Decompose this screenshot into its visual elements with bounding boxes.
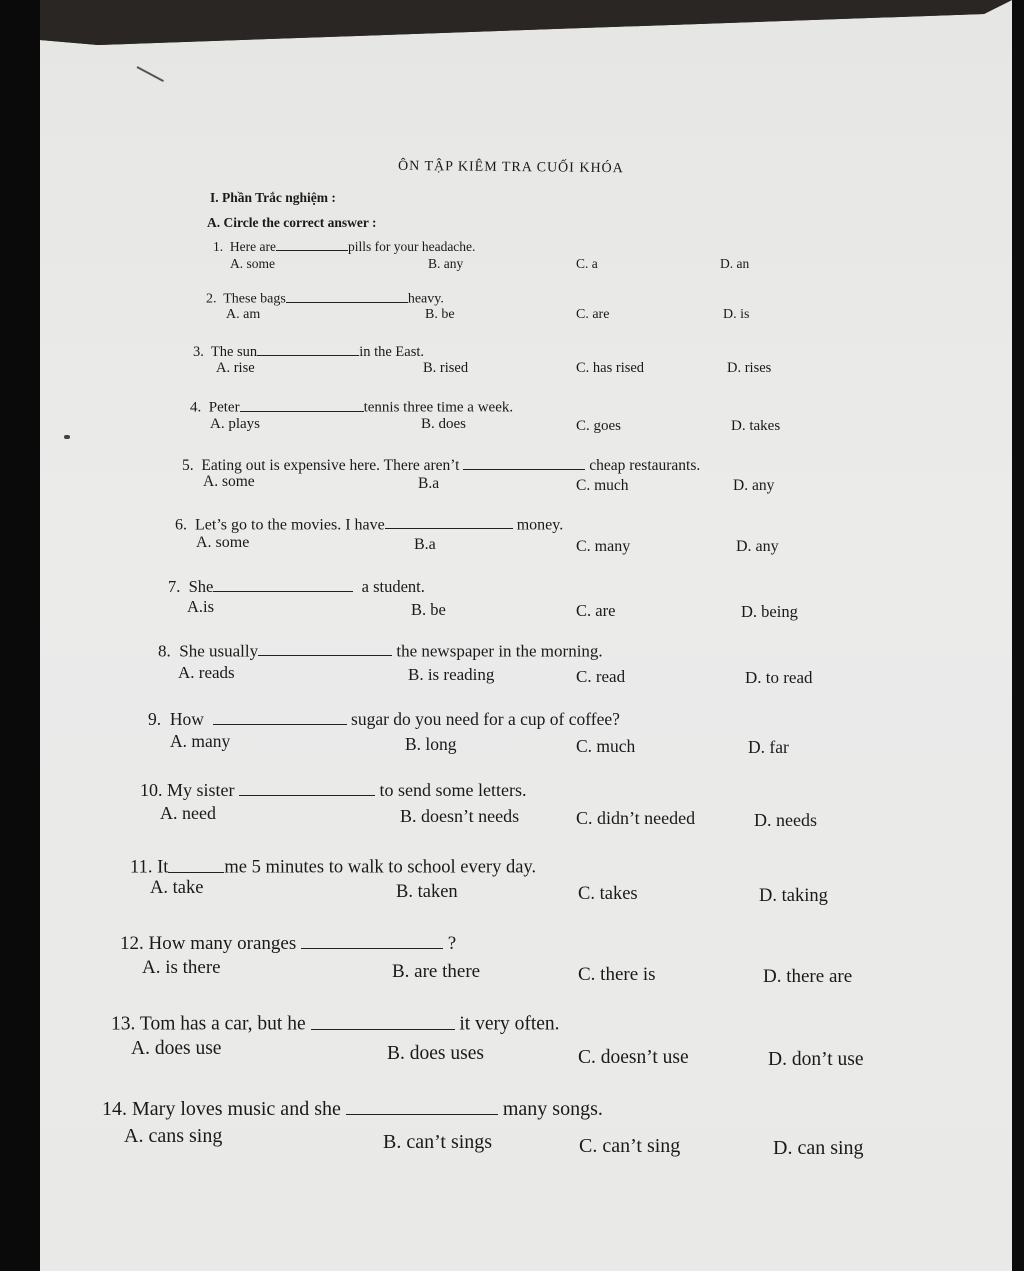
option-d: D. needs xyxy=(754,810,817,830)
paper-sheet xyxy=(40,0,1012,1271)
question-text-after: many songs. xyxy=(502,1098,603,1120)
option-c: C. are xyxy=(576,307,610,322)
question-12 xyxy=(120,931,456,955)
question-number: 13. xyxy=(111,1013,136,1035)
question-10 xyxy=(140,779,526,801)
question-number: 14. xyxy=(102,1098,127,1120)
option-d: D. there are xyxy=(763,966,853,987)
question-number: 3. xyxy=(193,344,204,361)
question-9 xyxy=(148,708,620,730)
question-text-before: These bags xyxy=(223,291,286,307)
question-text-before: How many oranges xyxy=(148,933,297,955)
option-b: B. are there xyxy=(392,961,481,982)
question-number: 7. xyxy=(168,576,181,596)
question-text-before: How xyxy=(169,708,204,729)
question-number: 4. xyxy=(190,399,202,416)
option-b: B. be xyxy=(425,307,455,322)
option-b: B. any xyxy=(428,256,464,271)
answer-blank xyxy=(346,1096,498,1115)
option-b: B. be xyxy=(411,600,446,619)
question-7 xyxy=(168,576,425,597)
question-text-after: pills for your headache. xyxy=(347,239,476,255)
option-b: B.a xyxy=(414,536,436,553)
pen-dot xyxy=(64,435,70,439)
section-heading: I. Phần Trắc nghiệm : xyxy=(210,190,336,205)
option-d: D. any xyxy=(736,538,779,555)
question-3 xyxy=(193,342,424,361)
option-c: C. can’t sing xyxy=(579,1135,681,1157)
option-c: C. a xyxy=(576,256,598,271)
question-number: 1. xyxy=(213,239,224,255)
question-text-before: She usually xyxy=(179,641,259,661)
option-d: D. being xyxy=(741,602,798,621)
option-a: A. plays xyxy=(210,416,260,432)
option-b: B. rised xyxy=(423,360,469,376)
option-a: A. rise xyxy=(216,360,255,376)
option-c: C. didn’t needed xyxy=(576,808,696,828)
option-d: D. far xyxy=(748,737,789,757)
option-a: A. some xyxy=(203,473,255,490)
background-left xyxy=(0,0,40,1271)
question-text-before: Mary loves music and she xyxy=(132,1098,341,1120)
option-c: C. much xyxy=(576,736,636,756)
answer-blank xyxy=(463,455,585,470)
question-number: 8. xyxy=(158,641,171,661)
answer-blank xyxy=(258,640,392,656)
question-6 xyxy=(175,514,563,534)
question-text-before: She xyxy=(188,576,214,596)
option-d: D. to read xyxy=(745,668,813,687)
answer-blank xyxy=(276,238,348,251)
question-number: 10. xyxy=(140,780,163,801)
answer-blank xyxy=(168,855,224,873)
answer-blank xyxy=(385,514,513,529)
option-d: D. can sing xyxy=(773,1137,864,1159)
option-a: A. is there xyxy=(142,957,221,978)
question-number: 11. xyxy=(130,857,153,878)
answer-blank xyxy=(311,1011,455,1030)
question-text-before: Here are xyxy=(229,239,276,255)
question-number: 9. xyxy=(148,708,162,729)
option-d: D. don’t use xyxy=(768,1049,864,1070)
question-8 xyxy=(158,640,603,661)
question-4 xyxy=(190,397,513,417)
option-b: B.a xyxy=(418,475,440,492)
question-number: 12. xyxy=(120,933,144,955)
option-c: C. are xyxy=(576,601,616,620)
question-text-after: heavy. xyxy=(407,291,444,307)
question-text-after: to send some letters. xyxy=(379,780,527,801)
option-a: A. take xyxy=(150,878,204,898)
question-11 xyxy=(130,855,536,879)
option-c: C. read xyxy=(576,667,626,686)
option-c: C. has rised xyxy=(576,360,645,376)
option-b: B. does uses xyxy=(387,1043,484,1064)
question-text-after: the newspaper in the morning. xyxy=(396,641,603,661)
option-a: A. does use xyxy=(131,1038,222,1059)
page-title: ÔN TẬP KIÊM TRA CUỐI KHÓA xyxy=(397,158,624,177)
question-text-after: sugar do you need for a cup of coffee? xyxy=(351,708,620,729)
option-b: B. long xyxy=(405,734,457,754)
question-text-after: me 5 minutes to walk to school every day. xyxy=(224,857,537,878)
option-d: D. an xyxy=(720,256,750,271)
option-d: D. takes xyxy=(731,418,781,434)
answer-blank xyxy=(257,342,359,356)
option-b: B. does xyxy=(421,416,466,432)
option-d: D. is xyxy=(723,307,750,322)
question-14 xyxy=(102,1096,603,1121)
question-text-after: it very often. xyxy=(459,1013,560,1035)
question-text-before: My sister xyxy=(167,780,235,801)
question-text-before: The sun xyxy=(210,344,258,361)
question-number: 5. xyxy=(182,456,194,474)
option-b: B. doesn’t needs xyxy=(400,806,520,826)
answer-blank xyxy=(301,931,443,949)
question-text-after: cheap restaurants. xyxy=(589,456,701,474)
question-1 xyxy=(213,238,475,255)
option-d: D. taking xyxy=(759,886,828,906)
question-text-after: money. xyxy=(516,516,564,534)
question-number: 6. xyxy=(175,516,187,534)
option-d: D. rises xyxy=(727,360,772,376)
option-a: A. some xyxy=(230,256,275,271)
option-b: B. is reading xyxy=(408,665,495,684)
subsection-heading: A. Circle the correct answer : xyxy=(207,215,377,230)
option-a: A. some xyxy=(196,534,250,551)
option-a: A. cans sing xyxy=(124,1125,223,1147)
answer-blank xyxy=(286,289,408,303)
question-text-after: ? xyxy=(447,933,457,955)
answer-blank xyxy=(213,576,353,592)
question-text-before: Let’s go to the movies. I have xyxy=(195,516,385,534)
option-c: C. doesn’t use xyxy=(578,1047,689,1068)
option-b: B. taken xyxy=(396,882,458,902)
option-a: A. need xyxy=(160,803,216,823)
option-a: A. reads xyxy=(178,663,235,682)
answer-blank xyxy=(240,397,364,412)
option-a: A. many xyxy=(170,731,231,751)
question-text-before: Tom has a car, but he xyxy=(139,1013,306,1035)
option-c: C. there is xyxy=(578,964,656,985)
option-b: B. can’t sings xyxy=(383,1131,493,1153)
question-2 xyxy=(206,289,444,308)
question-text-before: It xyxy=(157,857,169,878)
question-text-after: tennis three time a week. xyxy=(363,399,514,416)
question-text-after: in the East. xyxy=(359,344,425,361)
option-c: C. much xyxy=(576,477,629,494)
option-c: C. goes xyxy=(576,418,621,434)
option-d: D. any xyxy=(733,477,775,494)
answer-blank xyxy=(213,708,347,725)
question-text-before: Eating out is expensive here. There aren’t xyxy=(201,456,460,474)
question-text-after: a student. xyxy=(361,576,425,596)
background-right xyxy=(1012,0,1024,1271)
question-5 xyxy=(182,455,700,475)
question-13 xyxy=(111,1011,560,1036)
option-c: C. many xyxy=(576,538,631,555)
option-a: A.is xyxy=(187,597,215,616)
option-c: C. takes xyxy=(578,884,638,904)
answer-blank xyxy=(239,779,375,796)
option-a: A. am xyxy=(226,307,261,322)
question-number: 2. xyxy=(206,291,217,307)
question-text-before: Peter xyxy=(208,399,240,416)
